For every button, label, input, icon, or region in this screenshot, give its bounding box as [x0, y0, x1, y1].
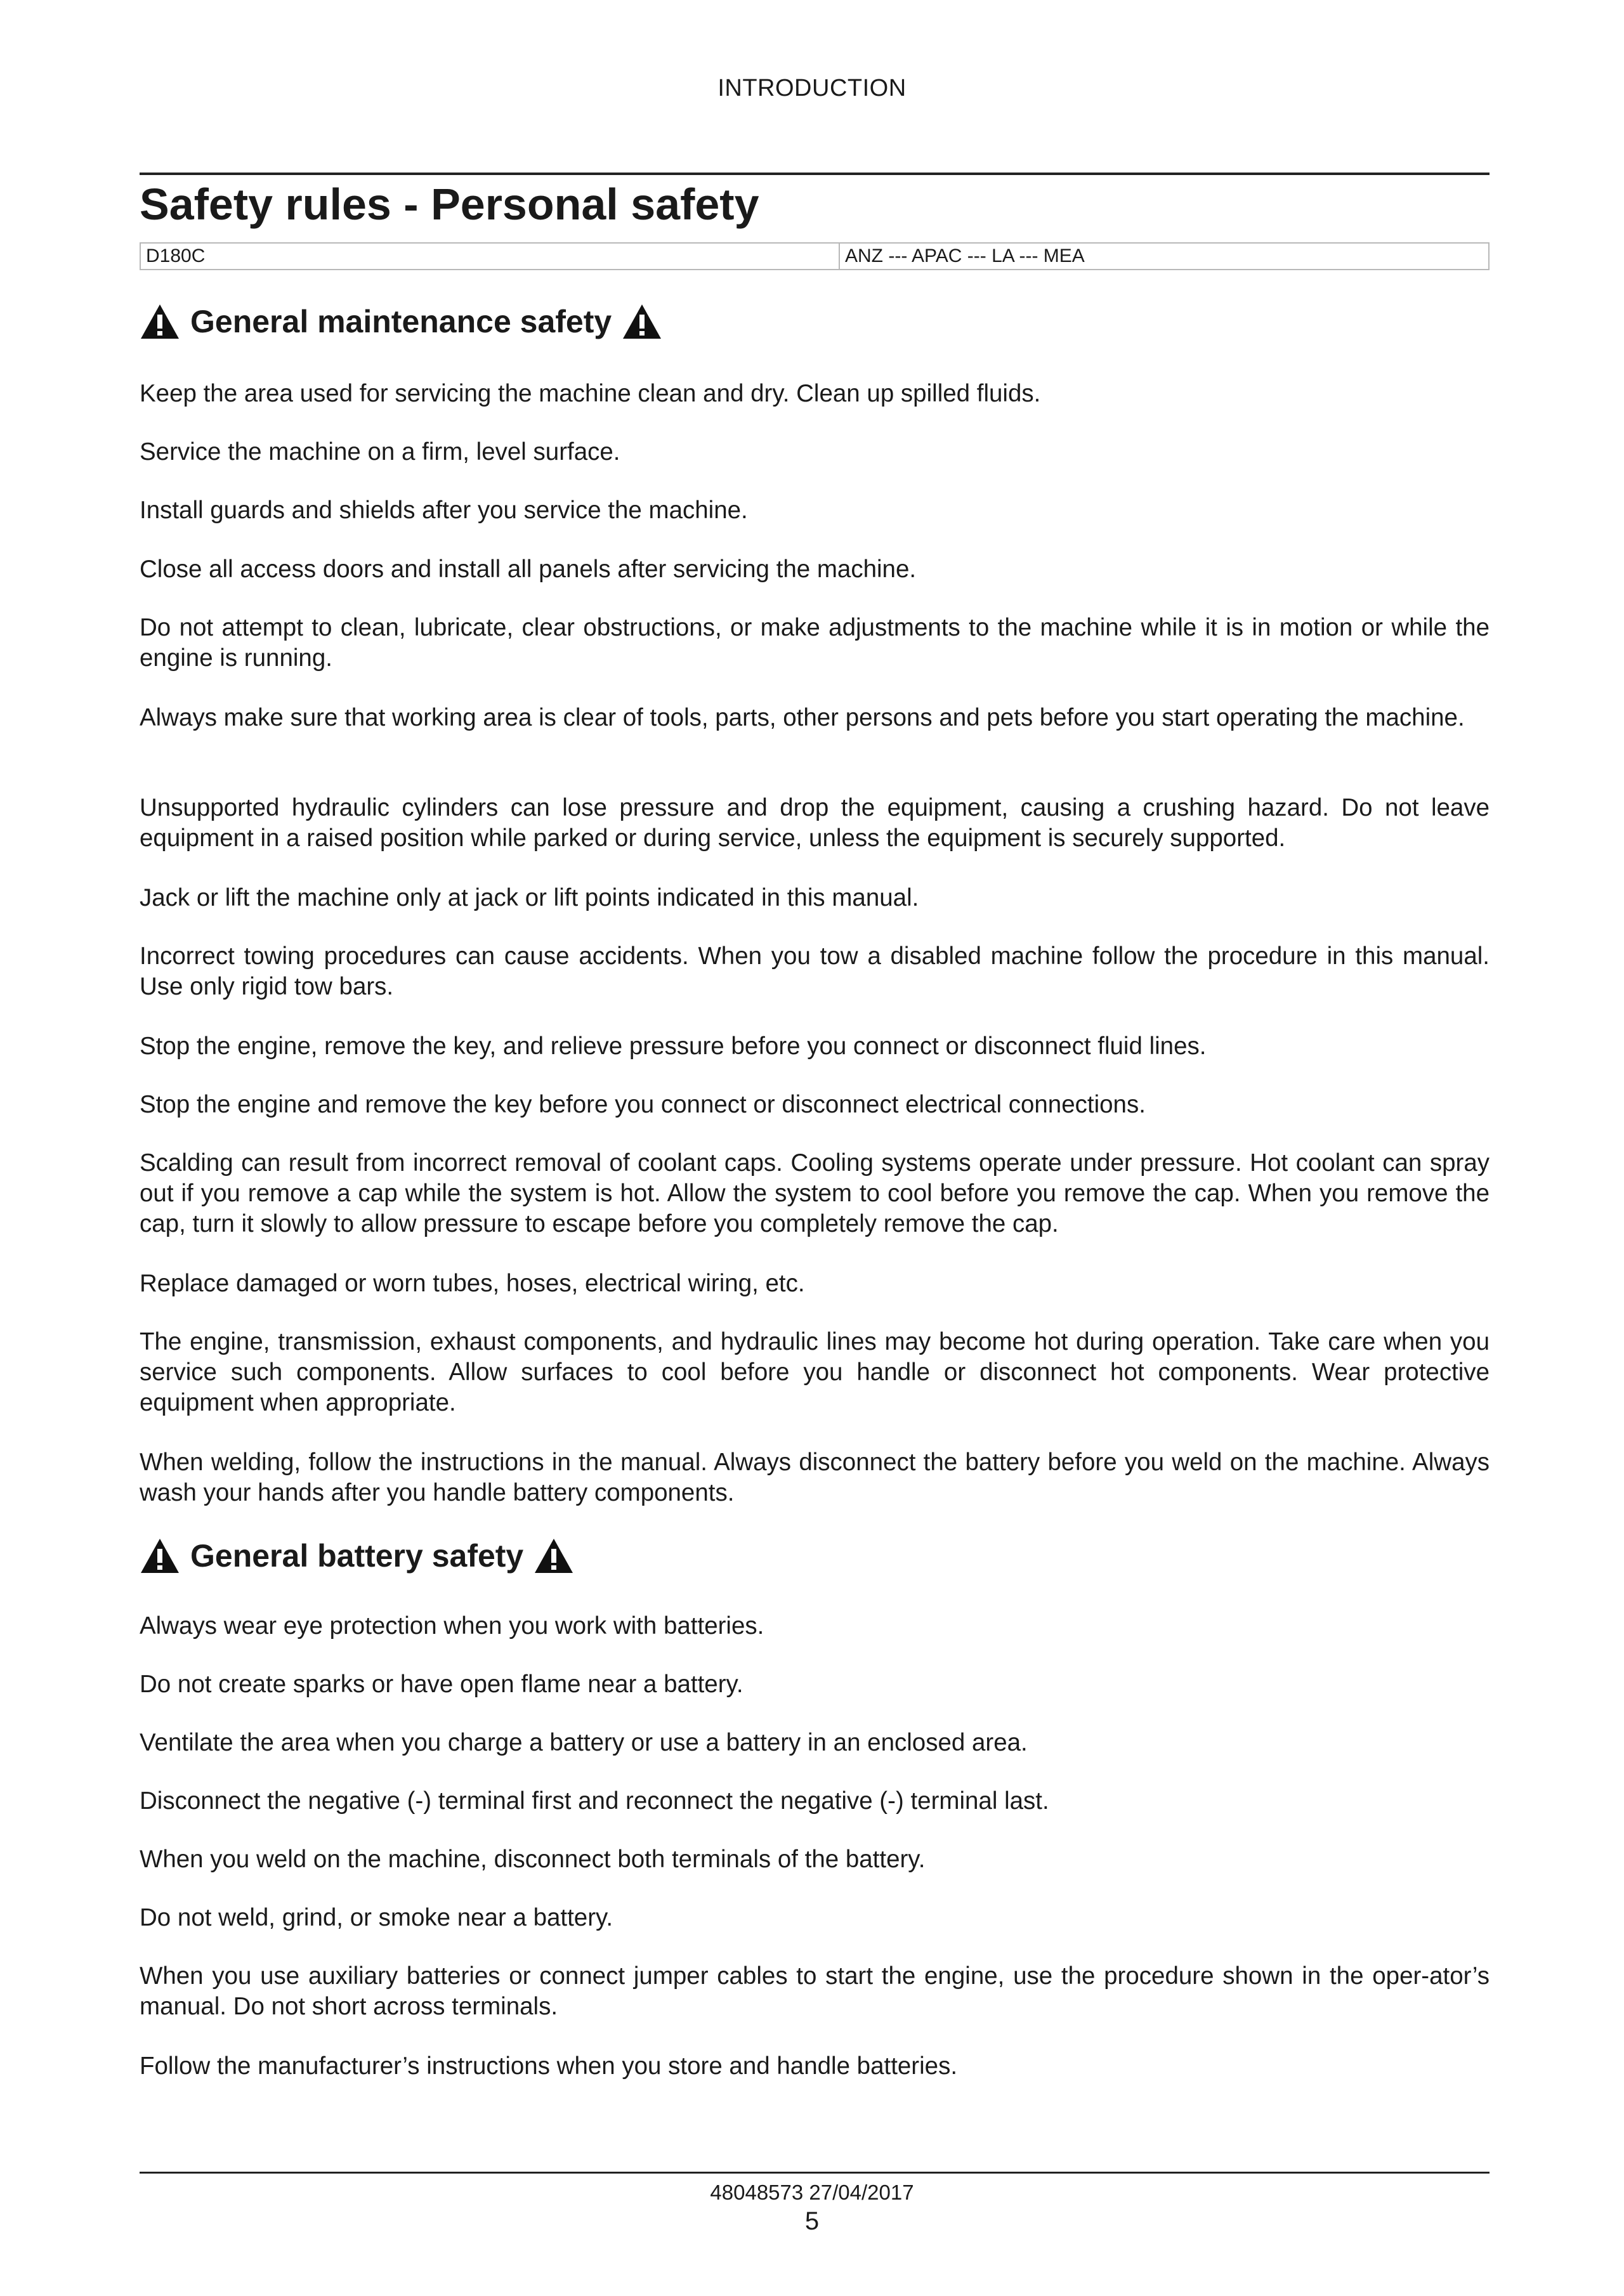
paragraph-block [140, 1327, 1490, 1418]
page-title: Safety rules - Personal safety [140, 179, 759, 229]
paragraph-block [140, 1786, 1490, 1817]
paragraph-block [140, 379, 1490, 409]
paragraph: When you weld on the machine, disconnect both terminals of the battery. [140, 1846, 926, 1873]
paragraph-block [140, 1728, 1490, 1758]
paragraph-block [140, 437, 1490, 467]
paragraph: Incorrect towing procedures can cause accidents. When you tow a disabled machine follow the procedure in this manual. Use only rigid tow bars. [140, 943, 1490, 1000]
warning-triangle-icon [140, 1537, 180, 1574]
paragraph: Close all access doors and install all panels after servicing the machine. [140, 556, 917, 583]
paragraph: Stop the engine and remove the key before you connect or disconnect electrical connections. [140, 1091, 1146, 1118]
header-rule [140, 173, 1490, 175]
paragraph: Always make sure that working area is clear of tools, parts, other persons and pets before you start operating the machine. [140, 704, 1465, 731]
section-heading-text: General maintenance safety [190, 304, 612, 339]
paragraph-block [140, 613, 1490, 674]
paragraph-block [140, 2051, 1490, 2082]
paragraph-block [140, 1090, 1490, 1120]
paragraph-block [140, 1269, 1490, 1299]
paragraph: Ventilate the area when you charge a battery or use a battery in an enclosed area. [140, 1729, 1028, 1756]
paragraph-block [140, 883, 1490, 913]
paragraph-block [140, 793, 1490, 854]
paragraph: Jack or lift the machine only at jack or lift points indicated in this manual. [140, 884, 919, 911]
document-id: 48048573 27/04/2017 [710, 2181, 914, 2204]
paragraph-block [140, 1669, 1490, 1700]
paragraph: Follow the manufacturer’s instructions when you store and handle batteries. [140, 2052, 958, 2080]
paragraph-block [140, 1903, 1490, 1933]
paragraph: Do not attempt to clean, lubricate, clear obstructions, or make adjustments to the machine while it is in motion or while the engine is running. [140, 614, 1490, 672]
paragraph-block [140, 1611, 1490, 1641]
paragraph-block [140, 1148, 1490, 1239]
regions-cell: ANZ --- APAC --- LA --- MEA [845, 245, 1085, 266]
paragraph-block [140, 495, 1490, 526]
warning-triangle-icon [140, 303, 180, 340]
paragraph: Always wear eye protection when you work with batteries. [140, 1612, 764, 1640]
paragraph: Unsupported hydraulic cylinders can lose pressure and drop the equipment, causing a crushing hazard. Do not leave equipment in a raised position while parked or during service, unless the equipment is securely supported. [140, 794, 1490, 852]
running-header: INTRODUCTION [717, 75, 907, 101]
paragraph: Stop the engine, remove the key, and relieve pressure before you connect or disconnect fluid lines. [140, 1033, 1207, 1060]
paragraph-block [140, 1031, 1490, 1062]
model-cell: D180C [141, 244, 840, 269]
section-heading-text: General battery safety [190, 1538, 524, 1574]
paragraph-block [140, 1447, 1490, 1508]
paragraph: The engine, transmission, exhaust components, and hydraulic lines may become hot during operation. Take care when you service such components. Allow surfaces to cool before you handle or disconnect hot components. Wear protective equipment when appropriate. [140, 1328, 1490, 1416]
section-heading-battery [140, 1537, 574, 1574]
paragraph: Do not create sparks or have open flame near a battery. [140, 1671, 743, 1698]
paragraph: Service the machine on a firm, level surface. [140, 438, 620, 466]
applicability-table [140, 242, 1490, 270]
paragraph-block [140, 703, 1490, 733]
footer-rule [140, 2172, 1490, 2174]
paragraph-block [140, 1961, 1490, 2022]
paragraph-block [140, 941, 1490, 1002]
paragraph-block [140, 1844, 1490, 1875]
paragraph: Keep the area used for servicing the machine clean and dry. Clean up spilled fluids. [140, 380, 1041, 407]
page-number: 5 [804, 2207, 820, 2235]
paragraph: Replace damaged or worn tubes, hoses, electrical wiring, etc. [140, 1270, 805, 1297]
paragraph: Disconnect the negative (-) terminal first and reconnect the negative (-) terminal last. [140, 1787, 1049, 1815]
paragraph-block [140, 554, 1490, 585]
paragraph: Scalding can result from incorrect removal of coolant caps. Cooling systems operate under pressure. Hot coolant can spray out if you remove a cap while the system is hot. Allow the system to cool before you remove the cap. When you remove the cap, turn it slowly to allow pressure to escape before you completely remove the cap. [140, 1149, 1490, 1237]
paragraph: Do not weld, grind, or smoke near a battery. [140, 1904, 613, 1931]
paragraph: Install guards and shields after you service the machine. [140, 497, 748, 524]
warning-triangle-icon [534, 1537, 574, 1574]
paragraph: When you use auxiliary batteries or connect jumper cables to start the engine, use the procedure shown in the oper-ator’s manual. Do not short across terminals. [140, 1962, 1490, 2020]
section-heading-maintenance [140, 303, 662, 340]
paragraph: When welding, follow the instructions in the manual. Always disconnect the battery before you weld on the machine. Always wash your hands after you handle battery components. [140, 1449, 1490, 1506]
warning-triangle-icon [622, 303, 662, 340]
